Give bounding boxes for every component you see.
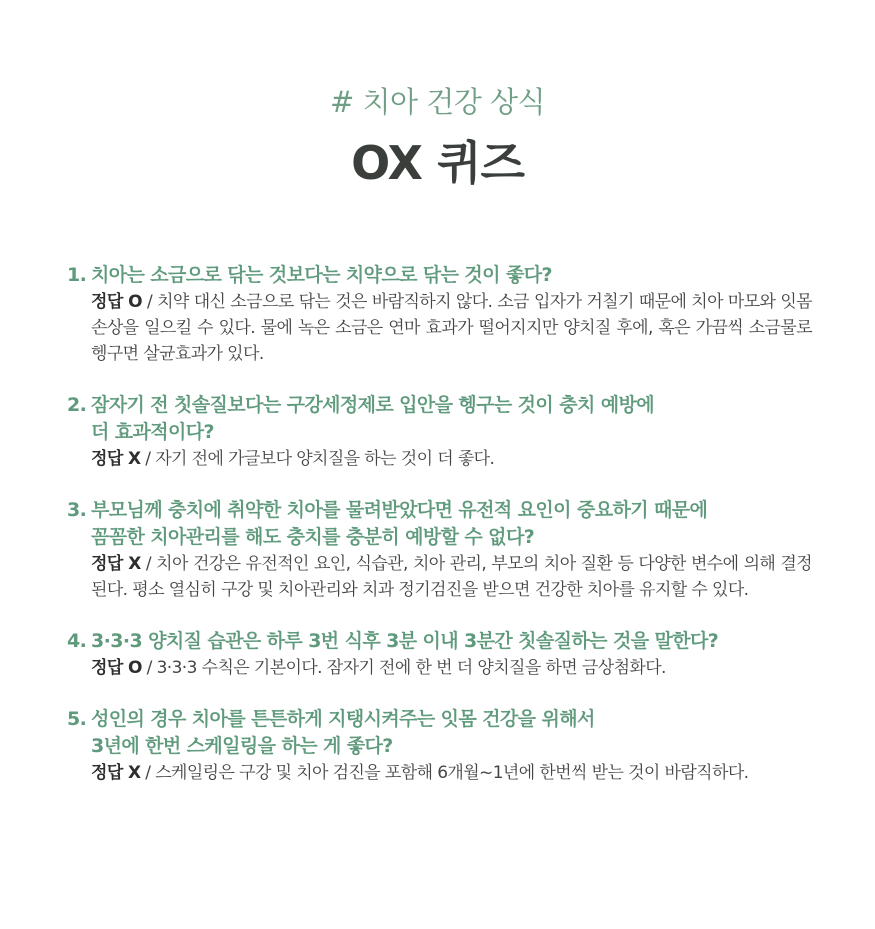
answer-label: 정답 X bbox=[91, 554, 141, 574]
question-number: 3. bbox=[67, 499, 87, 521]
page-subtitle: # 치아 건강 상식 bbox=[329, 85, 546, 119]
quiz-question bbox=[67, 392, 812, 446]
question-text: 부모님께 충치에 취약한 치아를 물려받았다면 유전적 요인이 중요하기 때문에 꼼꼼한 치아관리를 해도 충치를 충분히 예방할 수 없다? bbox=[91, 499, 708, 548]
quiz-item-5 bbox=[67, 706, 812, 786]
quiz-question bbox=[67, 497, 812, 551]
page-header bbox=[0, 82, 875, 192]
answer-label: 정답 O bbox=[91, 292, 142, 312]
quiz-list bbox=[67, 262, 812, 811]
answer-text: / 자기 전에 가글보다 양치질을 하는 것이 더 좋다. bbox=[140, 449, 495, 469]
answer-text: / 치약 대신 소금으로 닦는 것은 바람직하지 않다. 소금 입자가 거칠기 때문에 치아 마모와 잇몸 손상을 일으킬 수 있다. 물에 녹은 소금은 연마 효과가 떨어지지만 양치질 후에, 혹은 가끔씩 소금물로 헹구면 살균효과가 있다. bbox=[91, 292, 812, 364]
question-text: 치아는 소금으로 닦는 것보다는 치약으로 닦는 것이 좋다? bbox=[91, 264, 552, 286]
answer-text: / 치아 건강은 유전적인 요인, 식습관, 치아 관리, 부모의 치아 질환 등 다양한 변수에 의해 결정된다. 평소 열심히 구강 및 치아관리와 치과 정기검진을 받으면 건강한 치아를 유지할 수 있다. bbox=[91, 554, 812, 600]
quiz-item-4 bbox=[67, 628, 812, 681]
question-text: 성인의 경우 치아를 튼튼하게 지탱시켜주는 잇몸 건강을 위해서 3년에 한번 스케일링을 하는 게 좋다? bbox=[91, 708, 595, 757]
question-number: 2. bbox=[67, 394, 87, 416]
question-number: 4. bbox=[67, 630, 87, 652]
quiz-question bbox=[67, 628, 812, 655]
quiz-answer bbox=[91, 551, 812, 603]
page-title: OX 퀴즈 bbox=[351, 136, 524, 190]
question-number: 5. bbox=[67, 708, 87, 730]
quiz-question bbox=[67, 706, 812, 760]
quiz-answer bbox=[91, 760, 812, 786]
answer-label: 정답 X bbox=[91, 449, 141, 469]
answer-label: 정답 X bbox=[91, 763, 141, 783]
question-number: 1. bbox=[67, 264, 87, 286]
quiz-item-2 bbox=[67, 392, 812, 472]
question-text: 3·3·3 양치질 습관은 하루 3번 식후 3분 이내 3분간 칫솔질하는 것을 말한다? bbox=[91, 630, 719, 652]
quiz-item-3 bbox=[67, 497, 812, 603]
question-text: 잠자기 전 칫솔질보다는 구강세정제로 입안을 헹구는 것이 충치 예방에 더 효과적이다? bbox=[91, 394, 654, 443]
answer-text: / 3·3·3 수칙은 기본이다. 잠자기 전에 한 번 더 양치질을 하면 금상첨화다. bbox=[141, 658, 666, 678]
quiz-answer bbox=[91, 655, 812, 681]
quiz-answer bbox=[91, 446, 812, 472]
quiz-item-1 bbox=[67, 262, 812, 367]
answer-text: / 스케일링은 구강 및 치아 검진을 포함해 6개월~1년에 한번씩 받는 것이 바람직하다. bbox=[140, 763, 749, 783]
quiz-answer bbox=[91, 289, 812, 367]
answer-label: 정답 O bbox=[91, 658, 142, 678]
quiz-question bbox=[67, 262, 812, 289]
